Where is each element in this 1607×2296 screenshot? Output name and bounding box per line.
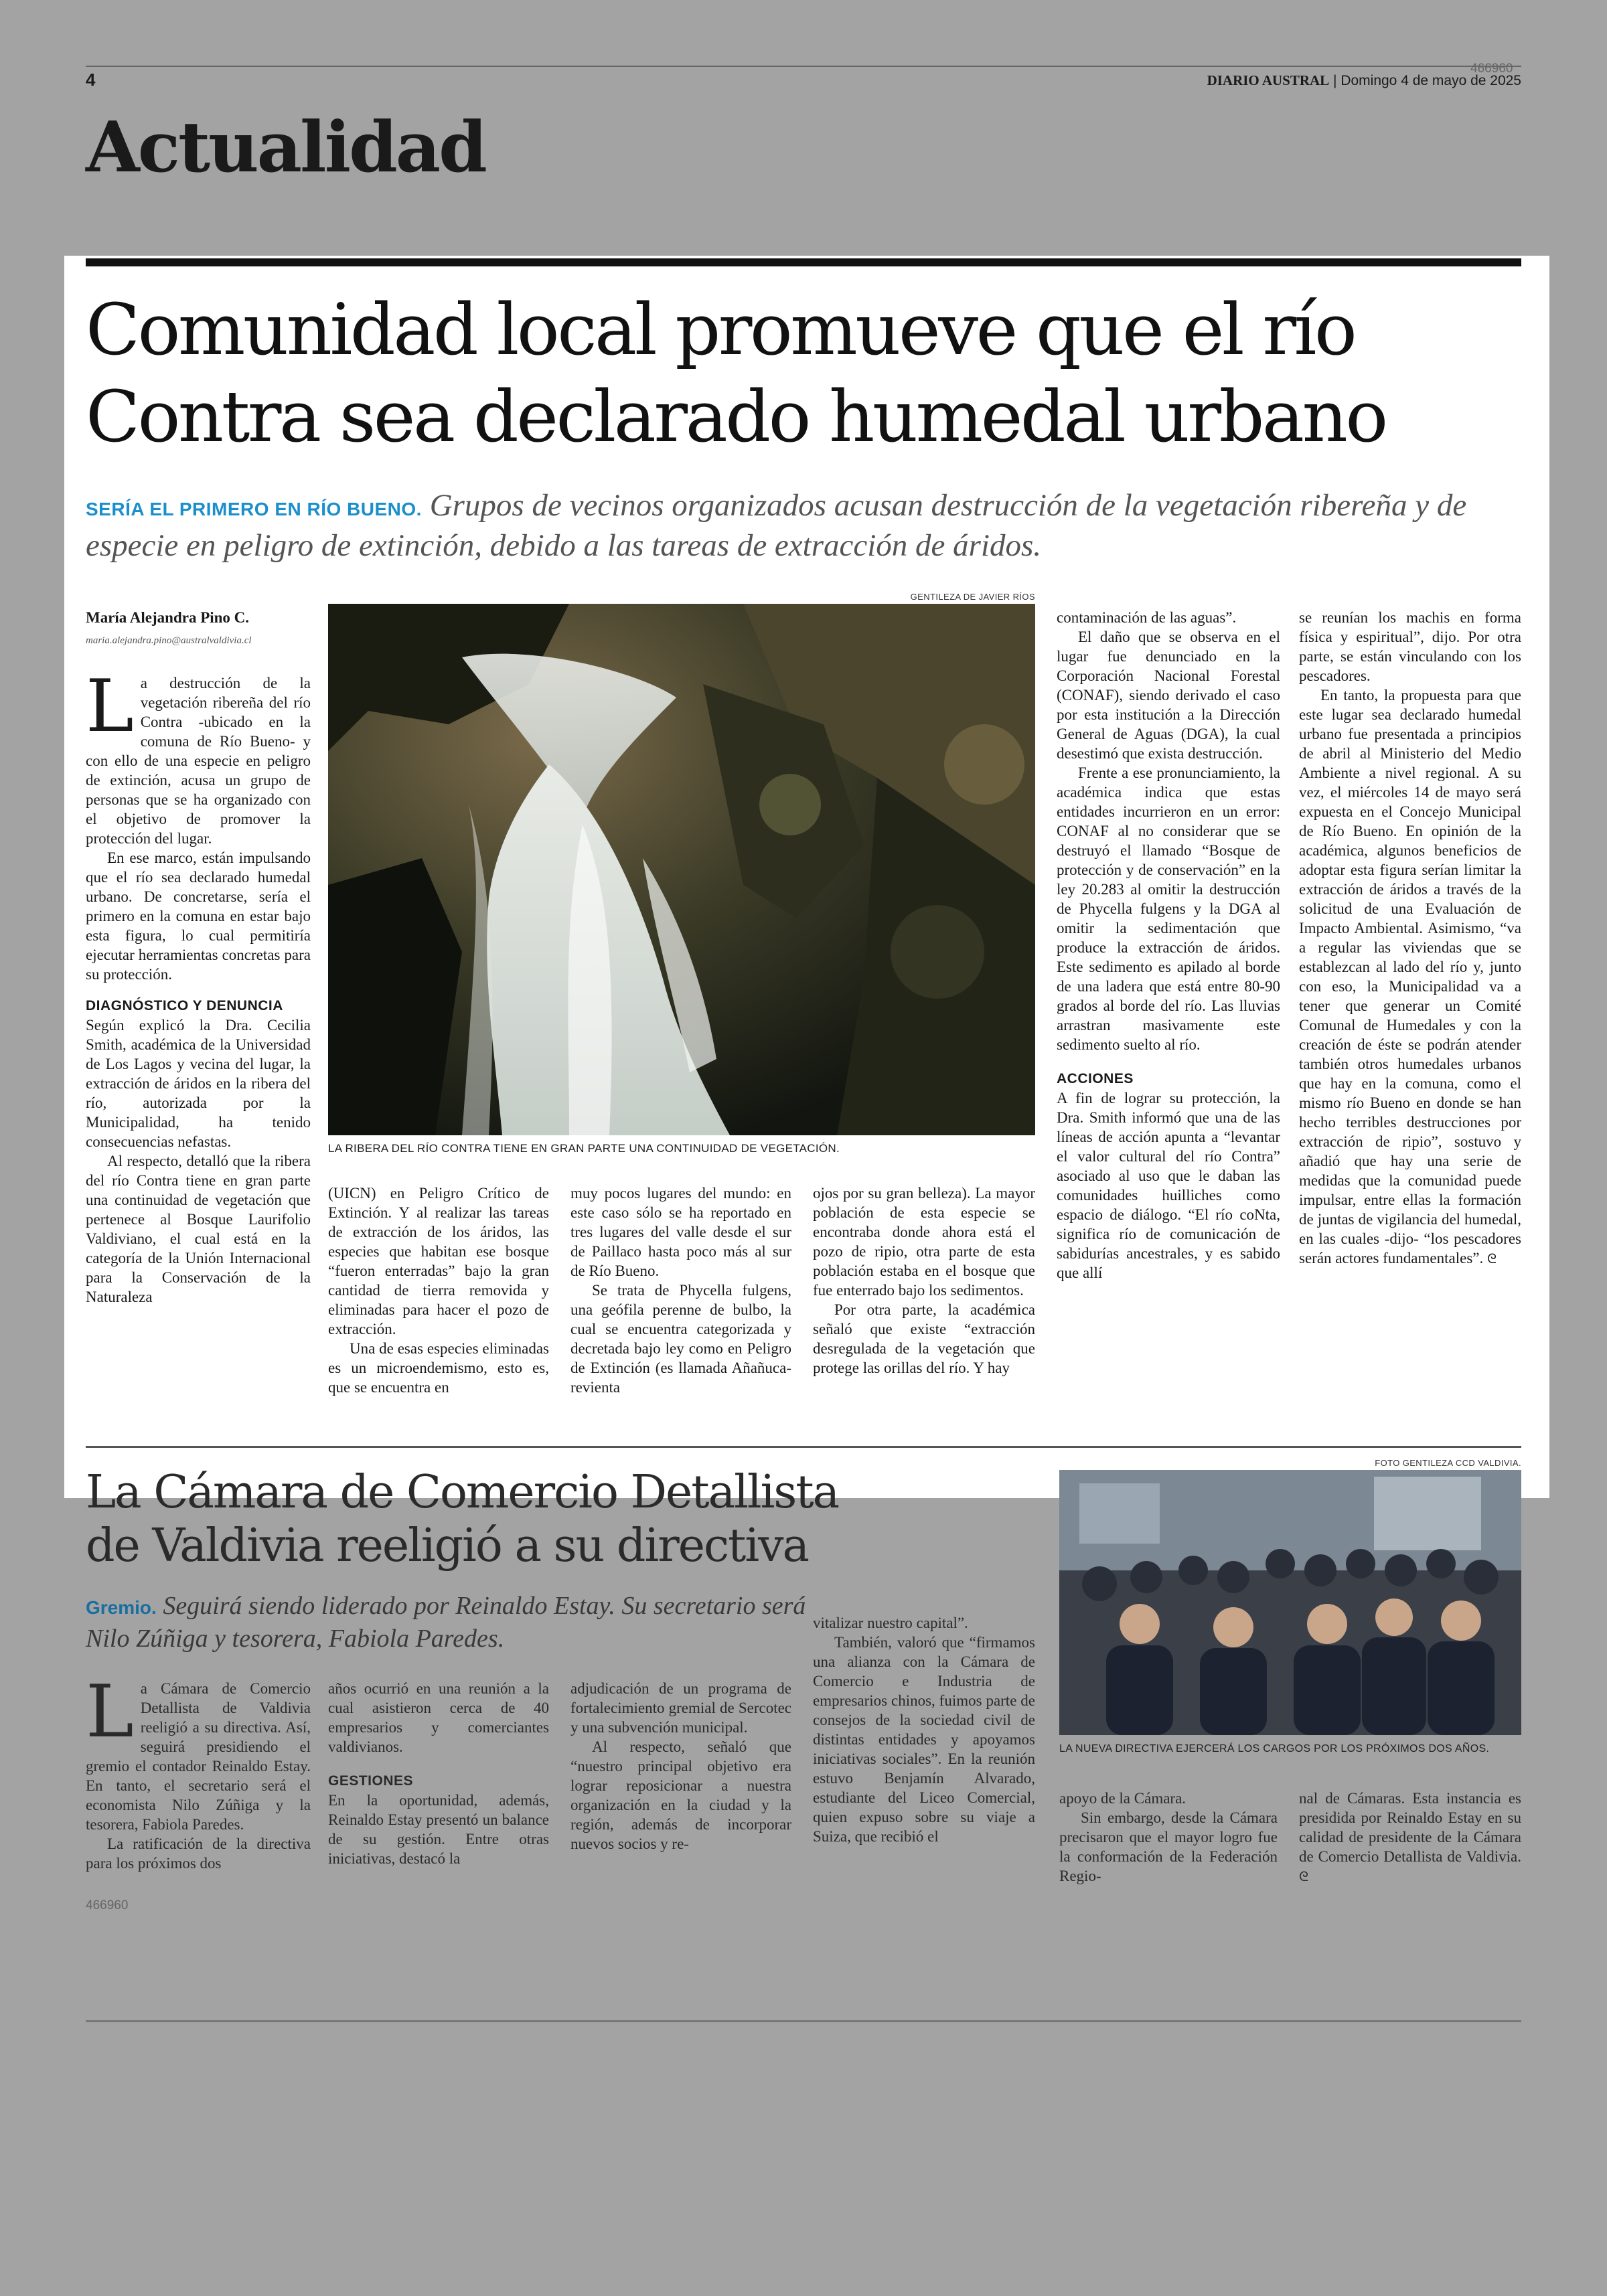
article-deck-text: Grupos de vecinos organizados acusan destrucción de la vegetación ribereña y de especie en peligro de extinción, debido a las tareas de extracción de áridos. [86,488,1467,563]
headline-line-2: Contra sea declarado humedal urbano [86,376,1386,458]
article-headline [86,286,1525,461]
headline2-line-2: de Valdivia reeligió a su directiva [86,1520,809,1572]
paragraph: También, valoró que “firmamos una alianza con la Cámara de Comercio e Industria de empresarios chinos, fuimos parte de consejos de la sociedad civil de distintas entidades y apoyamos iniciativas sociales”. En la reunión estuvo Benjamín Alvarado, estudiante del Liceo Comercial, quien expuso sobre su viaje a Suiza, que recibió el [813,1634,1035,1845]
paragraph: La Cámara de Comercio Detallista de Valdivia reeligió a su directiva. Así, seguirá presidiendo el gremio el contador Reinaldo Estay. En tanto, el secretario será el economista Nilo Zúñiga y la tesorera, Fabiola Paredes. [86,1670,311,1833]
paragraph: La ratificación de la directiva para los próximos dos [86,1835,311,1872]
article2-column-1 [86,1670,311,1873]
end-mark-icon: ᘓ [1486,1250,1497,1266]
subhead-diagnostico: DIAGNÓSTICO Y DENUNCIA [86,998,283,1013]
photo2-caption: LA NUEVA DIRECTIVA EJERCERÁ LOS CARGOS POR LOS PRÓXIMOS DOS AÑOS. [1059,1743,1490,1754]
paragraph: Según explicó la Dra. Cecilia Smith, académica de la Universidad de Los Lagos y vecina del lugar, la extracción de áridos en la ribera del río, autorizada por la Municipalidad, ha tenido consecuencias nefastas. [86,1017,311,1150]
article-column-5 [1057,608,1280,1283]
author-name: María Alejandra Pino C. [86,609,250,626]
article-column-3 [570,1183,791,1397]
subhead-gestiones: GESTIONES [328,1773,414,1789]
publication-name: DIARIO AUSTRAL [1207,72,1330,88]
end-mark-icon-2: ᘓ [1299,1868,1309,1884]
stamp-bottom: 466960 [86,1898,129,1912]
article2-kicker: Gremio. [86,1597,157,1618]
paragraph: Se trata de Phycella fulgens, una geófila perenne de bulbo, la cual se encuentra categorizada y decretada bajo ley como en Peligro de Extinción (es llamada Añañuca-revienta [570,1282,791,1396]
article-column-2 [328,1183,549,1397]
paragraph: A fin de lograr su protección, la Dra. Smith informó que una de las líneas de acción apunta a “levantar el valor cultural del río Contra” asociado al uso que le daban las comunidades huilliches como espacio de diálogo. “El río coNta, significa río de comunicación de sabidurías ancestrales, y es sabido que allí [1057,1090,1280,1281]
paragraph: contaminación de las aguas”. [1057,609,1237,626]
article-kicker: SERÍA EL PRIMERO EN RÍO BUENO. [86,499,422,519]
article2-headline [86,1466,1037,1573]
paragraph: vitalizar nuestro capital”. [813,1615,968,1631]
headline2-line-1: La Cámara de Comercio Detallista [86,1466,839,1519]
paragraph: Sin embargo, desde la Cámara precisaron que el mayor logro fue la conformación de la Federación Regio- [1059,1809,1278,1884]
paragraph: (UICN) en Peligro Crítico de Extinción. Y al realizar las tareas de extracción de los áridos, las especies que habitan ese bosque “fueron enterradas” bajo la gran cantidad de tierra removida y eliminadas para hacer el pozo de extracción. [328,1185,549,1337]
article2-column-4 [813,1613,1035,1846]
paragraph: nal de Cámaras. Esta instancia es presidida por Reinaldo Estay en su calidad de presidente de la Cámara de Comercio Detallista de Valdivia. ᘓ [1299,1790,1521,1884]
article-column-1 [86,608,311,1307]
section-title: Actualidad [86,106,485,188]
paragraph: Frente a ese pronunciamiento, la académica indica que estas entidades incurrieron en un error: CONAF al no considerar que se destruyó el llamado “Bosque de protección y de conservación” en la ley 20.283 al omitir la destrucción de Phycella fulgens y la DGA al omitir la sedimentación que produce la extracción de áridos. Este sedimento es apilado al borde de una ladera que está entre 80-90 grados al borde del río. Las lluvias arrastran masivamente este sedimento suelto al río. [1057,764,1280,1053]
article2-column-5 [1059,1789,1278,1886]
drop-cap: L [86,665,134,748]
paragraph: Al respecto, señaló que “nuestro principal objetivo era lograr reposicionar a nuestra organización en la ciudad y la región, además de incorporar nuevos socios y re- [570,1738,791,1852]
directiva-photo [1059,1470,1521,1735]
publication-date: Domingo 4 de mayo de 2025 [1341,73,1521,88]
stamp-top: 466960 [1470,62,1513,76]
paragraph: En ese marco, están impulsando que el río sea declarado humedal urbano. De concretarse, sería el primero en la comuna en estar bajo esta figura, lo cual permitiría ejecutar herramientas concretas para su protección. [86,849,311,983]
paragraph: adjudicación de un programa de fortalecimiento gremial de Sercotec y una subvención municipal. [570,1680,791,1736]
paragraph: Por otra parte, la académica señaló que existe “extracción desregulada de la vegetación que protege las orillas del río. Y hay [813,1301,1035,1376]
paragraph: En la oportunidad, además, Reinaldo Estay presentó un balance de su gestión. Entre otras iniciativas, destacó la [328,1792,549,1867]
article2-column-6 [1299,1789,1521,1886]
subhead-acciones: ACCIONES [1057,1071,1134,1086]
page-number: 4 [86,70,96,90]
article-column-6 [1299,608,1521,1268]
article-deck [86,487,1525,564]
paragraph: Una de esas especies eliminadas es un microendemismo, esto es, que se encuentra en [328,1340,549,1396]
author-email: maria.alejandra.pino@australvaldivia.cl [86,635,252,646]
masthead: DIARIO AUSTRAL | Domingo 4 de mayo de 2025 [1207,72,1521,88]
article2-deck-text: Seguirá siendo liderado por Reinaldo Estay. Su secretario será Nilo Zúñiga y tesorera, Fabiola Paredes. [86,1592,806,1653]
headline-line-1: Comunidad local promueve que el río [86,289,1355,371]
paragraph: apoyo de la Cámara. [1059,1790,1187,1807]
paragraph: se reunían los machis en forma física y espiritual”, dijo. Por otra parte, se están vinculando con los pescadores. [1299,609,1521,684]
paragraph: años ocurrió en una reunión a la cual asistieron cerca de 40 empresarios y comerciantes valdivianos. [328,1680,549,1755]
paragraph: En tanto, la propuesta para que este lugar sea declarado humedal urbano fue presentada a principios de abril al Ministerio del Medio Ambiente a nivel regional. A su vez, el miércoles 14 de mayo será expuesta en el Concejo Municipal de Río Bueno. En opinión de la académica, algunos beneficios de adoptar esta figura serían limitar la extracción de áridos a través de la solicitud de una Evaluación de Impacto Ambiental. Asimismo, “va a regular las viviendas que se establezcan al lado del río y, junto con eso, la Municipalidad va a tener que generar un Comité Comunal de Humedales y con la creación de éste se podrán atender también otros humedales urbanos que hay en la comuna, como el mismo río Bueno en donde se han hecho terribles destrucciones por extracción de ripio”, sostuvo y añadió que hay una serie de medidas que la comunidad puede impulsar, entre ellas la formación de juntas de vigilancia del humedal, en las cuales -dijo- “los pescadores serán actores fundamentales”. ᘓ [1299,687,1521,1266]
article2-column-3 [570,1679,791,1854]
article2-top-rule [86,1446,1521,1448]
photo-credit: GENTILEZA DE JAVIER RÍOS [910,592,1035,602]
article-column-4 [813,1183,1035,1378]
top-rule [86,66,1521,67]
photo2-credit: FOTO GENTILEZA CCD VALDIVIA. [1375,1458,1521,1468]
group-photo-image [1059,1470,1521,1735]
photo-caption: LA RIBERA DEL RÍO CONTRA TIENE EN GRAN PARTE UNA CONTINUIDAD DE VEGETACIÓN. [328,1142,840,1155]
article2-deck [86,1590,822,1654]
paragraph: El daño que se observa en el lugar fue denunciado en la Corporación Nacional Forestal (CONAF), siendo derivado el caso por esta institución a la Dirección General de Aguas (DGA), la cual desestimó que exista destrucción. [1057,629,1280,762]
drop-cap-2: L [86,1670,134,1754]
paragraph: muy pocos lugares del mundo: en este caso sólo se ha reportado en tres lugares del valle desde el sur de Paillaco hasta poco más al sur de Río Bueno. [570,1185,791,1279]
bottom-rule [86,2020,1521,2022]
paragraph: Al respecto, detalló que la ribera del río Contra tiene en gran parte una continuidad de vegetación que pertenece al Bosque Laurifolio Valdiviano, el cual está en la categoría de la Unión Internacional para la Conservación de la Naturaleza [86,1153,311,1305]
paragraph: La destrucción de la vegetación ribereña del río Contra -ubicado en la comuna de Río Bueno- y con ello de una especie en peligro de extinción, acusa un grupo de personas que se ha organizado con el objetivo de promover la protección del lugar. [86,665,311,847]
paragraph: ojos por su gran belleza). La mayor población de esta especie se encontraba donde ahora está el pozo de ripio, otra parte de esta población estaba en el bosque que fue enterrado bajo los sedimentos. [813,1185,1035,1299]
article-top-rule [86,258,1521,266]
waterfall-image [328,604,1035,1135]
waterfall-photo [328,604,1035,1135]
article2-column-2 [328,1679,549,1868]
